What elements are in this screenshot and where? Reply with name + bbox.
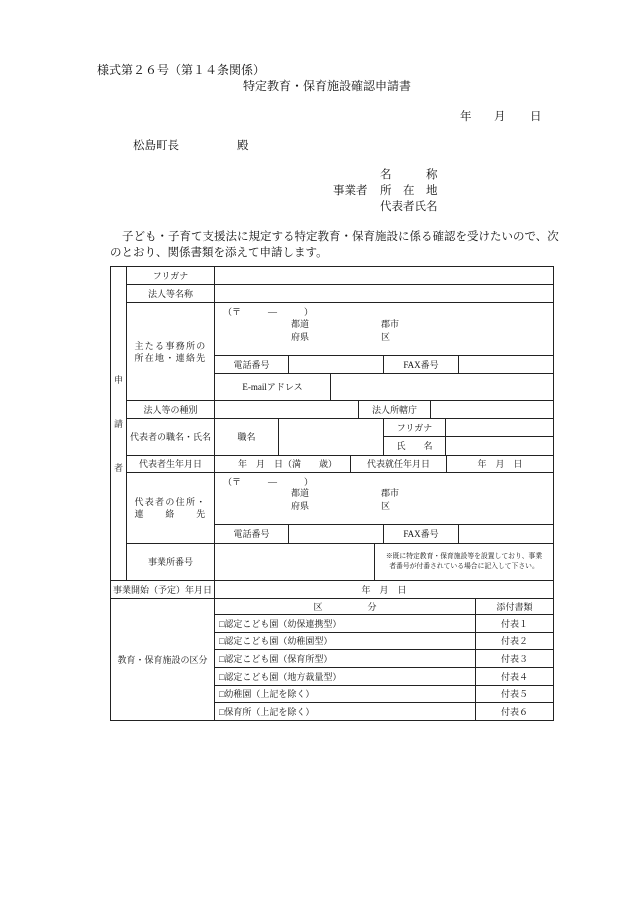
office-prefecture-bottom: 府県 <box>291 332 310 342</box>
rep-postal-code: （〒 — ） <box>223 477 314 487</box>
office-number-boxes <box>214 543 375 581</box>
representative-title-label: 職名 <box>214 418 279 456</box>
rep-phone-label: 電話番号 <box>214 524 289 544</box>
rep-phone-field <box>288 524 384 544</box>
form-number: 様式第２６号（第１４条関係） <box>97 63 266 77</box>
office-city-top: 郡市 <box>381 319 400 329</box>
rep-city-top: 郡市 <box>381 488 400 498</box>
applicant-side-label <box>110 266 127 581</box>
facility-category-header: 区 分 <box>214 598 476 615</box>
facility-attachment-row: 付表６ <box>475 702 554 721</box>
facility-category-row: □認定こども園（幼稚園型） <box>214 632 476 650</box>
facility-category-row: □保育所（上記を除く） <box>214 702 476 721</box>
jurisdiction-field <box>430 400 554 419</box>
office-label-line-1: 主たる事務所の <box>134 340 207 351</box>
rep-address-label-line-1: 代表者の住所・ <box>134 497 207 507</box>
date-month-label: 月 <box>494 111 506 123</box>
birthdate-field: 年 月 日（満 歳） <box>214 455 351 473</box>
office-number-note-line-1: ※既に特定教育・保育施設等を設置しており、事業 <box>385 553 543 560</box>
corporation-type-label: 法人等の種別 <box>126 400 215 419</box>
rep-fax-field <box>458 524 554 544</box>
corporation-type-field <box>214 400 359 419</box>
submitter-representative-label: 代表者氏名 <box>380 201 438 213</box>
office-postal-code: （〒 — ） <box>223 307 314 317</box>
applicant-char-1: 申 <box>113 374 123 385</box>
facility-attachment-row: 付表１ <box>475 614 554 633</box>
office-prefecture-top: 都道 <box>291 319 310 329</box>
office-phone-field <box>288 355 384 374</box>
rep-fax-label: FAX番号 <box>383 524 459 544</box>
facility-category-row: □認定こども園（地方裁量型） <box>214 667 476 686</box>
representative-name-label: 氏 名 <box>383 436 446 456</box>
rep-city-bottom: 区 <box>381 501 391 511</box>
rep-address-label-line-2: 連 絡 先 <box>134 509 207 519</box>
office-phone-label: 電話番号 <box>214 355 289 374</box>
representative-title-field <box>278 418 384 456</box>
office-city-bottom: 区 <box>381 332 391 342</box>
submitter-address-label: 所 在 地 <box>380 185 438 197</box>
submitter-name-label: 名 称 <box>380 169 438 181</box>
form-title: 特定教育・保育施設確認申請書 <box>243 79 412 93</box>
date-day-label: 日 <box>530 111 542 123</box>
office-fax-field <box>458 355 554 374</box>
facility-attachment-row: 付表５ <box>475 685 554 703</box>
office-address-field <box>214 302 554 356</box>
office-number-note <box>374 543 554 581</box>
office-label-line-2: 所在地・連絡先 <box>134 352 207 363</box>
representative-furigana-field <box>445 418 554 437</box>
facility-category-row: □認定こども園（保育所型） <box>214 649 476 668</box>
addressee: 松島町長 <box>133 140 179 152</box>
honorific: 殿 <box>237 140 249 152</box>
start-date-label: 事業開始（予定）年月日 <box>110 580 215 599</box>
office-location-label <box>126 302 215 401</box>
representative-name-field <box>445 436 554 456</box>
facility-attachment-header: 添付書類 <box>475 598 554 615</box>
birthdate-label: 代表者生年月日 <box>126 455 215 473</box>
intro-line-2: のとおり、関係書類を添えて申請します。 <box>110 247 328 259</box>
applicant-char-3: 者 <box>113 462 123 473</box>
corporation-name-field <box>214 284 554 303</box>
rep-prefecture-top: 都道 <box>291 488 310 498</box>
representative-label: 代表者の職名・氏名 <box>126 418 215 456</box>
inauguration-label: 代表就任年月日 <box>350 455 447 473</box>
facility-category-row: □幼稚園（上記を除く） <box>214 685 476 703</box>
representative-furigana-label: フリガナ <box>383 418 446 437</box>
furigana-label: フリガナ <box>126 266 215 285</box>
facility-attachment-row: 付表４ <box>475 667 554 686</box>
office-fax-label: FAX番号 <box>383 355 459 374</box>
corporation-name-label: 法人等名称 <box>126 284 215 303</box>
facility-attachment-row: 付表３ <box>475 649 554 668</box>
submitter-business-label: 事業者 <box>333 185 368 197</box>
office-email-field <box>330 373 554 401</box>
office-number-note-line-2: 者番号が付番されている場合に記入して下さい。 <box>389 563 539 570</box>
facility-attachment-row: 付表２ <box>475 632 554 650</box>
facility-category-label: 教育・保育施設の区分 <box>110 598 215 721</box>
office-email-label: E-mailアドレス <box>214 373 331 401</box>
facility-category-row: □認定こども園（幼保連携型） <box>214 614 476 633</box>
date-year-label: 年 <box>460 111 472 123</box>
office-number-label: 事業所番号 <box>126 543 215 581</box>
jurisdiction-label: 法人所轄庁 <box>358 400 431 419</box>
intro-line-1: 子ども・子育て支援法に規定する特定教育・保育施設に係る確認を受けたいので、次 <box>122 231 559 243</box>
start-date-field: 年 月 日 <box>214 580 554 599</box>
rep-address-label <box>126 472 215 544</box>
inauguration-field: 年 月 日 <box>446 455 554 473</box>
applicant-char-2: 請 <box>113 418 123 429</box>
rep-address-field <box>214 472 554 525</box>
rep-prefecture-bottom: 府県 <box>291 501 310 511</box>
furigana-field <box>214 266 554 285</box>
